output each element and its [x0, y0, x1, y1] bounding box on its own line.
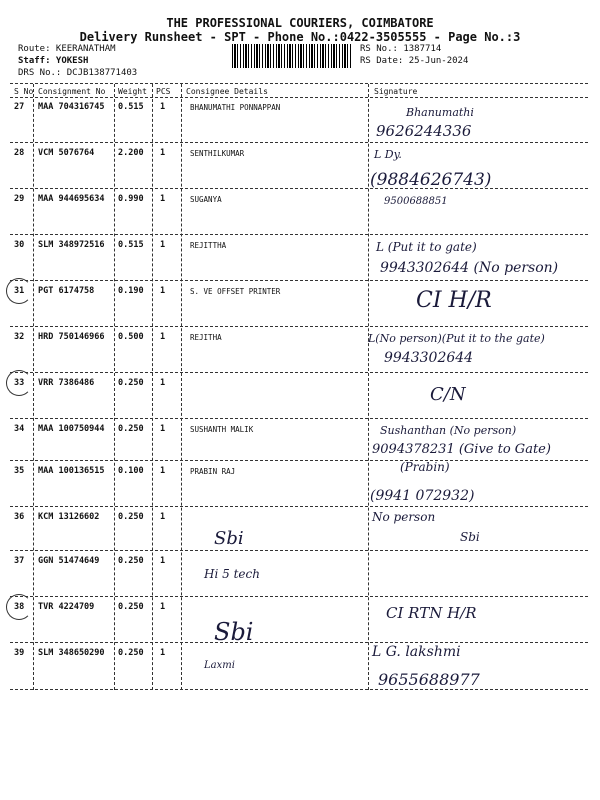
- row-pcs: 1: [160, 378, 166, 388]
- row-weight: 0.250: [118, 378, 144, 388]
- row-divider: [10, 418, 588, 419]
- row-sno: 27: [14, 102, 25, 112]
- row-weight: 0.515: [118, 102, 144, 112]
- row-signature: C/N: [430, 384, 466, 405]
- row-divider: [10, 188, 588, 189]
- row-sno: 30: [14, 240, 25, 250]
- row-signature-note: (9884626743): [370, 170, 492, 190]
- row-consignee: PRABIN RAJ: [190, 467, 236, 476]
- column-rule: [33, 84, 34, 690]
- header-divider: [10, 83, 588, 84]
- row-pcs: 1: [160, 556, 166, 566]
- row-sno: 28: [14, 148, 25, 158]
- row-sno: 31: [14, 286, 25, 296]
- row-weight: 0.515: [118, 240, 144, 250]
- column-rule: [152, 84, 153, 690]
- row-signature: L (Put it to gate): [376, 240, 477, 254]
- row-consignment-no: PGT 6174758: [38, 286, 95, 296]
- row-pcs: 1: [160, 466, 166, 476]
- row-signature: No person: [372, 510, 436, 524]
- row-pcs: 1: [160, 240, 166, 250]
- row-weight: 0.250: [118, 424, 144, 434]
- row-consignee: BHANUMATHI PONNAPPAN: [190, 103, 281, 112]
- row-pcs: 1: [160, 148, 166, 158]
- row-sno: 34: [14, 424, 25, 434]
- row-consignee: SENTHILKUMAR: [190, 149, 245, 158]
- rs-number: RS No.: 1387714: [360, 44, 442, 54]
- row-pcs: 1: [160, 602, 166, 612]
- row-consignment-no: MAA 944695634: [38, 194, 105, 204]
- col-pcs: PCS: [156, 87, 171, 96]
- column-rule: [181, 84, 182, 690]
- row-signature-note: (9941 072932): [370, 488, 475, 504]
- row-consignee: SUSHANTH MALIK: [190, 425, 254, 434]
- row-consignment-no: VRR 7386486: [38, 378, 95, 388]
- runsheet-subtitle: Delivery Runsheet - SPT - Phone No.:0422-3505555 - Page No.:3: [79, 30, 521, 44]
- col-weight: Weight: [118, 87, 147, 96]
- row-sno: 36: [14, 512, 25, 522]
- col-consignee: Consignee Details: [186, 87, 268, 96]
- row-sno: 39: [14, 648, 25, 658]
- route-label: Route: KEERANATHAM: [18, 44, 116, 54]
- row-pcs: 1: [160, 424, 166, 434]
- row-signature-note: 9655688977: [378, 670, 480, 689]
- row-signature: Bhanumathi: [406, 106, 474, 119]
- row-pcs: 1: [160, 332, 166, 342]
- company-title: THE PROFESSIONAL COURIERS, COIMBATORE: [166, 16, 434, 30]
- row-pcs: 1: [160, 512, 166, 522]
- row-consignee: REJITHA: [190, 333, 222, 342]
- barcode: [232, 44, 352, 68]
- row-divider: [10, 460, 588, 461]
- circle-mark-icon: [6, 370, 32, 396]
- row-weight: 0.250: [118, 602, 144, 612]
- handwritten-note: Laxmi: [204, 660, 235, 671]
- row-consignment-no: VCM 5076764: [38, 148, 95, 158]
- row-signature: L Dy.: [374, 148, 402, 161]
- row-signature-note: Sbi: [460, 530, 480, 544]
- row-consignment-no: MAA 100750944: [38, 424, 105, 434]
- row-pcs: 1: [160, 648, 166, 658]
- row-signature: Sushanthan (No person): [380, 424, 517, 437]
- row-signature: CI H/R: [416, 288, 492, 313]
- drs-number: DRS No.: DCJB138771403: [18, 68, 138, 78]
- row-weight: 0.190: [118, 286, 144, 296]
- row-sno: 35: [14, 466, 25, 476]
- col-signature: Signature: [374, 87, 418, 96]
- col-sno: S No: [14, 87, 34, 96]
- row-sno: 37: [14, 556, 25, 566]
- row-consignment-no: SLM 348650290: [38, 648, 105, 658]
- row-pcs: 1: [160, 102, 166, 112]
- row-sno: 33: [14, 378, 25, 388]
- row-consignment-no: HRD 750146966: [38, 332, 105, 342]
- row-weight: 0.100: [118, 466, 144, 476]
- row-divider: [10, 234, 588, 235]
- row-signature: 9500688851: [384, 196, 448, 207]
- row-signature-note: 9094378231 (Give to Gate): [372, 442, 551, 457]
- handwritten-note: Sbi: [214, 618, 254, 646]
- row-divider: [10, 326, 588, 327]
- row-consignee: S. VE OFFSET PRINTER: [190, 287, 281, 296]
- row-consignment-no: TVR 4224709: [38, 602, 95, 612]
- handwritten-note: Sbi: [214, 528, 244, 549]
- row-signature-note: 9943302644 (No person): [380, 260, 559, 276]
- row-divider: [10, 596, 588, 597]
- row-divider: [10, 642, 588, 643]
- row-signature: L(No person)(Put it to the gate): [368, 332, 545, 345]
- row-divider: [10, 550, 588, 551]
- staff-label: Staff: YOKESH: [18, 56, 89, 66]
- row-divider: [10, 506, 588, 507]
- row-signature: (Prabin): [400, 460, 450, 474]
- column-rule: [114, 84, 115, 690]
- row-sno: 32: [14, 332, 25, 342]
- row-weight: 0.990: [118, 194, 144, 204]
- row-pcs: 1: [160, 286, 166, 296]
- row-consignee: REJITTHA: [190, 241, 227, 250]
- row-divider: [10, 372, 588, 373]
- row-signature-note: 9626244336: [376, 122, 472, 140]
- row-consignment-no: MAA 704316745: [38, 102, 105, 112]
- column-header-divider: [10, 97, 588, 98]
- row-divider: [10, 689, 588, 690]
- rs-date: RS Date: 25-Jun-2024: [360, 56, 469, 66]
- row-weight: 0.250: [118, 556, 144, 566]
- row-sno: 38: [14, 602, 25, 612]
- row-divider: [10, 142, 588, 143]
- row-weight: 0.250: [118, 648, 144, 658]
- row-pcs: 1: [160, 194, 166, 204]
- row-consignee: SUGANYA: [190, 195, 222, 204]
- column-rule: [368, 84, 369, 690]
- row-weight: 0.500: [118, 332, 144, 342]
- row-consignment-no: SLM 348972516: [38, 240, 105, 250]
- handwritten-note: Hi 5 tech: [204, 567, 260, 581]
- row-signature: L G. lakshmi: [372, 644, 461, 660]
- row-consignment-no: MAA 100136515: [38, 466, 105, 476]
- col-consignment: Consignment No: [38, 87, 106, 96]
- row-weight: 2.200: [118, 148, 144, 158]
- row-consignment-no: GGN 51474649: [38, 556, 100, 566]
- row-consignment-no: KCM 13126602: [38, 512, 100, 522]
- row-weight: 0.250: [118, 512, 144, 522]
- row-signature: CI RTN H/R: [386, 604, 477, 622]
- row-sno: 29: [14, 194, 25, 204]
- circle-mark-icon: [6, 278, 32, 304]
- row-signature-note: 9943302644: [384, 350, 474, 366]
- row-divider: [10, 280, 588, 281]
- circle-mark-icon: [6, 594, 32, 620]
